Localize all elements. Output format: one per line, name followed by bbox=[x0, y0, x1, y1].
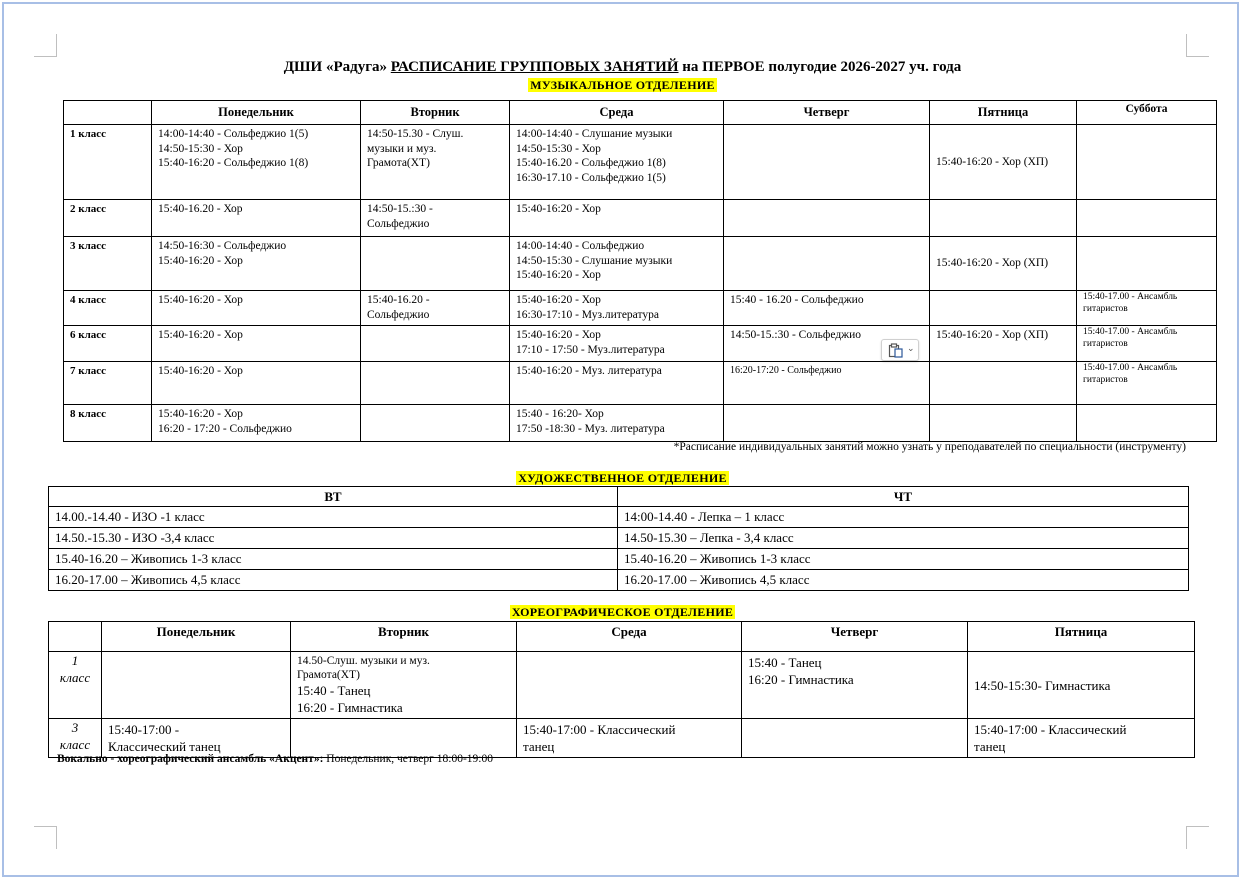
music-header-thu: Четверг bbox=[724, 101, 930, 125]
music-row bbox=[64, 326, 1217, 362]
music-cell-tue bbox=[361, 326, 510, 362]
music-cell-sat bbox=[1077, 291, 1217, 326]
choreo-header-thu: Четверг bbox=[742, 622, 968, 652]
schedule-entry: 15:40-17.00 - Ансамбль bbox=[1083, 292, 1178, 302]
music-cell-fri bbox=[930, 200, 1077, 237]
schedule-entry: 15:40-16:20 - Хор bbox=[516, 329, 601, 341]
schedule-entry: 17:10 - 17:50 - Муз.литература bbox=[516, 343, 665, 356]
schedule-entry: 14:50-15.30 - Слуш. bbox=[367, 128, 464, 140]
schedule-entry: 14:50-15.:30 - Сольфеджио bbox=[730, 329, 862, 341]
art-cell-tue: 14.00.-14.40 - ИЗО -1 класс bbox=[49, 507, 618, 528]
music-cell-fri bbox=[930, 125, 1077, 200]
schedule-entry: 15:40-17.00 - Ансамбль bbox=[1083, 327, 1178, 337]
music-row bbox=[64, 237, 1217, 291]
art-cell-tue: 14.50.-15.30 - ИЗО -3,4 класс bbox=[49, 528, 618, 549]
schedule-entry: 17:50 -18:30 - Муз. литература bbox=[516, 422, 665, 435]
music-row bbox=[64, 200, 1217, 237]
music-cell-wed bbox=[510, 405, 724, 442]
music-class-label: 2 класс bbox=[64, 200, 152, 237]
schedule-entry: 14:50-15:30 - Слушание музыки bbox=[516, 254, 673, 267]
choreo-cell-thu: 15:40 - Танец 16:20 - Гимнастика bbox=[742, 652, 968, 719]
schedule-entry: 15:40-16:20 - Хор bbox=[158, 254, 243, 267]
music-cell-mon bbox=[152, 405, 361, 442]
music-cell-tue bbox=[361, 405, 510, 442]
art-header-tue: ВТ bbox=[49, 487, 618, 507]
music-cell-thu bbox=[724, 125, 930, 200]
music-cell-fri bbox=[930, 291, 1077, 326]
music-row bbox=[64, 125, 1217, 200]
music-cell-mon bbox=[152, 237, 361, 291]
music-dept-title: МУЗЫКАЛЬНОЕ ОТДЕЛЕНИЕ bbox=[530, 78, 715, 92]
music-cell-wed bbox=[510, 326, 724, 362]
schedule-entry: 14:50-15:30 - Хор bbox=[158, 142, 243, 155]
schedule-entry: 15:40-16:20 - Хор bbox=[158, 408, 243, 420]
music-cell-sat bbox=[1077, 362, 1217, 405]
schedule-entry: музыки и муз. bbox=[367, 142, 437, 155]
schedule-entry: гитаристов bbox=[1083, 338, 1128, 349]
schedule-entry: гитаристов bbox=[1083, 374, 1128, 385]
schedule-entry: 16:20 - 17:20 - Сольфеджио bbox=[158, 422, 292, 435]
music-cell-mon bbox=[152, 291, 361, 326]
music-cell-tue bbox=[361, 291, 510, 326]
music-class-label: 8 класс bbox=[64, 405, 152, 442]
music-cell-sat bbox=[1077, 125, 1217, 200]
art-dept-title: ХУДОЖЕСТВЕННОЕ ОТДЕЛЕНИЕ bbox=[518, 471, 727, 485]
schedule-entry: 14:50-15:30 - Хор bbox=[516, 142, 601, 155]
schedule-entry: 15:40 - 16.20 - Сольфеджио bbox=[730, 294, 864, 306]
choreo-schedule-table bbox=[48, 621, 1195, 758]
choreo-header-wed: Среда bbox=[517, 622, 742, 652]
music-cell-thu bbox=[724, 237, 930, 291]
art-cell-thu: 15.40-16.20 – Живопись 1-3 класс bbox=[618, 549, 1189, 570]
choreo-cell-wed bbox=[517, 652, 742, 719]
title-period: на ПЕРВОЕ полугодие 2026-2027 уч. года bbox=[678, 59, 962, 75]
music-cell-wed bbox=[510, 200, 724, 237]
paste-options-button[interactable] bbox=[881, 339, 919, 361]
art-cell-thu: 16.20-17.00 – Живопись 4,5 класс bbox=[618, 570, 1189, 591]
music-row bbox=[64, 362, 1217, 405]
music-cell-wed bbox=[510, 237, 724, 291]
music-cell-mon bbox=[152, 362, 361, 405]
choreo-class-label: 1 класс bbox=[49, 652, 102, 719]
music-cell-thu bbox=[724, 405, 930, 442]
music-cell-sat bbox=[1077, 237, 1217, 291]
choreo-header-fri: Пятница bbox=[968, 622, 1195, 652]
music-cell-sat bbox=[1077, 326, 1217, 362]
music-row bbox=[64, 405, 1217, 442]
choreo-cell-fri: 15:40-17:00 - Классический танец bbox=[968, 719, 1195, 758]
music-cell-thu bbox=[724, 200, 930, 237]
choreo-cell-fri: 14:50-15:30- Гимнастика bbox=[968, 652, 1195, 719]
choreo-class-label: 3 класс bbox=[49, 719, 102, 758]
schedule-entry: 16:30-17.10 - Сольфеджио 1(5) bbox=[516, 171, 666, 184]
margin-marker-bottom-right bbox=[1186, 826, 1209, 849]
music-cell-wed bbox=[510, 362, 724, 405]
schedule-entry: 14:00-14:40 - Слушание музыки bbox=[516, 128, 673, 140]
page-title bbox=[0, 59, 1245, 76]
music-header-mon: Понедельник bbox=[152, 101, 361, 125]
music-footnote: *Расписание индивидуальных занятий можно узнать у преподавателей по специальности (инструменту) bbox=[673, 441, 1186, 453]
music-cell-sat bbox=[1077, 200, 1217, 237]
music-cell-wed bbox=[510, 125, 724, 200]
music-cell-tue bbox=[361, 200, 510, 237]
music-schedule-table bbox=[63, 100, 1217, 442]
schedule-entry: 15:40-16:20 - Хор (ХП) bbox=[936, 257, 1049, 270]
choreo-row-class-3 bbox=[49, 719, 1195, 758]
choreo-cell-tue: 14.50-Слуш. музыки и муз. Грамота(ХТ) 15:40 - Танец 16:20 - Гимнастика bbox=[291, 652, 517, 719]
schedule-entry: 15:40-16.20 - Сольфеджио 1(8) bbox=[516, 157, 666, 169]
schedule-entry: Сольфеджио bbox=[367, 217, 430, 230]
music-row bbox=[64, 291, 1217, 326]
choreo-header-tue: Вторник bbox=[291, 622, 517, 652]
schedule-entry: 15:40-16:20 - Хор (ХП) bbox=[936, 155, 1049, 168]
schedule-entry: 15:40-16:20 - Муз. литература bbox=[516, 365, 662, 377]
music-cell-fri bbox=[930, 405, 1077, 442]
music-cell-tue bbox=[361, 125, 510, 200]
choreo-cell-mon: 15:40-17:00 - Классический танец bbox=[102, 719, 291, 758]
schedule-entry: 15:40-16:20 - Хор bbox=[516, 269, 601, 281]
choreo-cell-thu bbox=[742, 719, 968, 758]
choreo-header-blank bbox=[49, 622, 102, 652]
music-class-label: 4 класс bbox=[64, 291, 152, 326]
schedule-entry: 14:50-16:30 - Сольфеджио bbox=[158, 240, 287, 252]
music-cell-fri bbox=[930, 237, 1077, 291]
music-cell-fri bbox=[930, 362, 1077, 405]
schedule-entry: 14:00-14:40 - Сольфеджио 1(5) bbox=[158, 128, 309, 140]
music-cell-sat bbox=[1077, 405, 1217, 442]
art-row bbox=[49, 507, 1189, 528]
schedule-entry: гитаристов bbox=[1083, 303, 1128, 314]
choreo-dept-title: ХОРЕОГРАФИЧЕСКОЕ ОТДЕЛЕНИЕ bbox=[511, 605, 734, 619]
music-class-label: 1 класс bbox=[64, 125, 152, 200]
art-cell-thu: 14:00-14.40 - Лепка – 1 класс bbox=[618, 507, 1189, 528]
chevron-down-icon: ⌄ bbox=[907, 344, 915, 354]
music-header-blank bbox=[64, 101, 152, 125]
schedule-entry: 15:40-16:20 - Сольфеджио 1(8) bbox=[158, 157, 309, 169]
art-header-row bbox=[49, 487, 1189, 507]
music-cell-tue bbox=[361, 362, 510, 405]
music-header-tue: Вторник bbox=[361, 101, 510, 125]
choreo-header-mon: Понедельник bbox=[102, 622, 291, 652]
music-cell-wed bbox=[510, 291, 724, 326]
art-header-thu: ЧТ bbox=[618, 487, 1189, 507]
schedule-entry: 15:40-16:20 - Хор bbox=[158, 294, 243, 306]
choreo-cell-tue bbox=[291, 719, 517, 758]
music-cell-mon bbox=[152, 200, 361, 237]
music-cell-mon bbox=[152, 125, 361, 200]
art-cell-thu: 14.50-15.30 – Лепка - 3,4 класс bbox=[618, 528, 1189, 549]
art-row bbox=[49, 570, 1189, 591]
art-cell-tue: 15.40-16.20 – Живопись 1-3 класс bbox=[49, 549, 618, 570]
art-cell-tue: 16.20-17.00 – Живопись 4,5 класс bbox=[49, 570, 618, 591]
music-cell-mon bbox=[152, 326, 361, 362]
choreo-header-row bbox=[49, 622, 1195, 652]
schedule-entry: 15:40-16.20 - Хор bbox=[158, 203, 243, 215]
music-header-row bbox=[64, 101, 1217, 125]
title-school: ДШИ «Радуга» bbox=[283, 59, 391, 75]
schedule-entry: Грамота(ХТ) bbox=[367, 157, 430, 169]
schedule-entry: 16:30-17:10 - Муз.литература bbox=[516, 308, 659, 321]
ensemble-note: Вокально - хореографический ансамбль «Акцент»: Понедельник, четверг 18:00-19:00 bbox=[57, 753, 493, 765]
music-header-sat: Суббота bbox=[1077, 101, 1217, 125]
schedule-entry: 14:50-15.:30 - bbox=[367, 203, 433, 215]
clipboard-icon bbox=[888, 343, 904, 358]
art-row bbox=[49, 549, 1189, 570]
title-main: РАСПИСАНИЕ ГРУППОВЫХ ЗАНЯТИЙ bbox=[390, 59, 679, 75]
music-cell-thu bbox=[724, 291, 930, 326]
art-row bbox=[49, 528, 1189, 549]
schedule-entry: Сольфеджио bbox=[367, 308, 430, 321]
schedule-entry: 16:20-17:20 - Сольфеджио bbox=[730, 365, 842, 376]
schedule-entry: 15:40-16:20 - Хор bbox=[158, 365, 243, 377]
music-cell-fri bbox=[930, 326, 1077, 362]
schedule-entry: 15:40-16:20 - Хор bbox=[158, 329, 243, 341]
schedule-entry: 15:40-16.20 - bbox=[367, 294, 430, 306]
margin-marker-bottom-left bbox=[34, 826, 57, 849]
choreo-cell-mon bbox=[102, 652, 291, 719]
choreo-row-class-1 bbox=[49, 652, 1195, 719]
schedule-entry: 15:40 - 16:20- Хор bbox=[516, 408, 604, 420]
margin-marker-top-left bbox=[34, 34, 57, 57]
schedule-entry: 14:00-14:40 - Сольфеджио bbox=[516, 240, 645, 252]
choreo-cell-wed: 15:40-17:00 - Классический танец bbox=[517, 719, 742, 758]
music-header-wed: Среда bbox=[510, 101, 724, 125]
schedule-entry: 15:40-16:20 - Хор bbox=[516, 203, 601, 215]
music-class-label: 7 класс bbox=[64, 362, 152, 405]
music-cell-thu bbox=[724, 362, 930, 405]
schedule-entry: 15:40-16:20 - Хор bbox=[516, 294, 601, 306]
music-cell-tue bbox=[361, 237, 510, 291]
music-class-label: 6 класс bbox=[64, 326, 152, 362]
schedule-entry: 15:40-16:20 - Хор (ХП) bbox=[936, 329, 1049, 341]
art-schedule-table bbox=[48, 486, 1189, 591]
margin-marker-top-right bbox=[1186, 34, 1209, 57]
schedule-entry: 15:40-17.00 - Ансамбль bbox=[1083, 363, 1178, 373]
music-header-fri: Пятница bbox=[930, 101, 1077, 125]
music-class-label: 3 класс bbox=[64, 237, 152, 291]
